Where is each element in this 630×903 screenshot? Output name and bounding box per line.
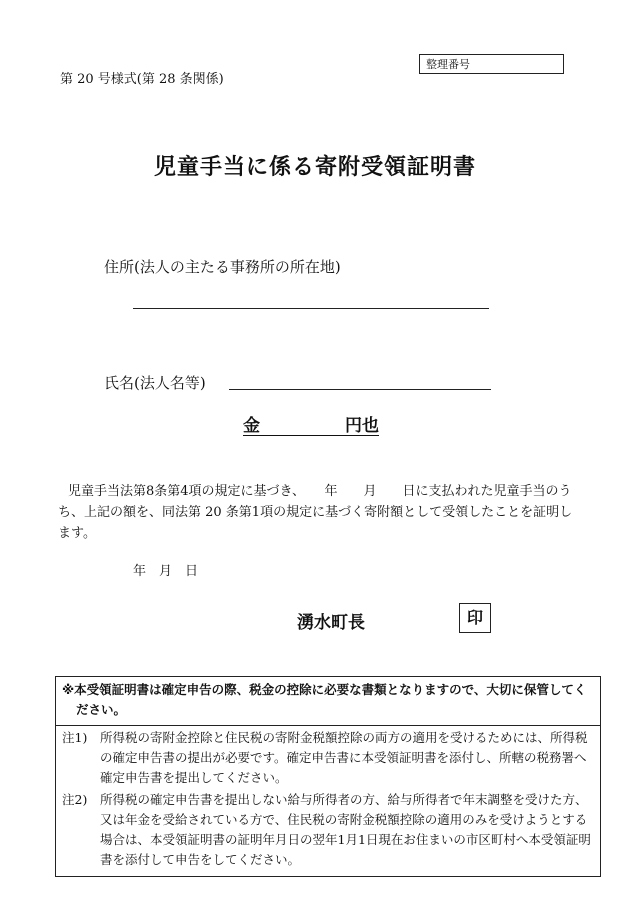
amount-field: 金 円也 (243, 416, 379, 436)
address-label: 住所(法人の主たる事務所の所在地) (104, 258, 341, 276)
certification-text: 児童手当法第8条第4項の規定に基づき、 年 月 日に支払われた児童手当のうち、上記の額を、同法第 20 条第1項の規定に基づく寄附額として受領したことを証明します。 (58, 484, 573, 541)
important-notice (56, 677, 600, 726)
document-title: 児童手当に係る寄附受領証明書 (153, 155, 476, 180)
note-label: 注2) (62, 792, 88, 807)
important-notice-text: ※本受領証明書は確定申告の際、税金の控除に必要な書類となりますので、大切に保管してください。 (62, 682, 587, 717)
form-number: 第 20 号様式(第 28 条関係) (60, 72, 224, 87)
name-label: 氏名(法人名等) (104, 374, 206, 392)
note-text: 所得税の寄附金控除と住民税の寄附金税額控除の両方の適用を受けるためには、所得税の確定申告書の提出が必要です。確定申告書に本受領証明書を添付し、所轄の税務署へ確定申告書を提出してください。 (100, 730, 588, 785)
note-label: 注1) (62, 730, 88, 745)
address-line (133, 308, 489, 309)
notes-box (55, 676, 601, 877)
note-item (56, 726, 600, 788)
reference-number-box: 整理番号 (419, 54, 564, 74)
seal-stamp: 印 (459, 603, 491, 633)
note-item (56, 788, 600, 876)
name-line (229, 389, 491, 390)
issuer-name: 湧水町長 (297, 613, 365, 633)
note-text: 所得税の確定申告書を提出しない給与所得者の方、給与所得者で年末調整を受けた方、又は年金を受給されている方で、住民税の寄附金税額控除の適用のみを受けようとする場合は、本受領証明書の証明年月日の翌年1月1日現在お住まいの市区町村へ本受領証明書を添付して申告をしてください。 (100, 792, 591, 867)
issue-date: 年 月 日 (133, 564, 199, 579)
